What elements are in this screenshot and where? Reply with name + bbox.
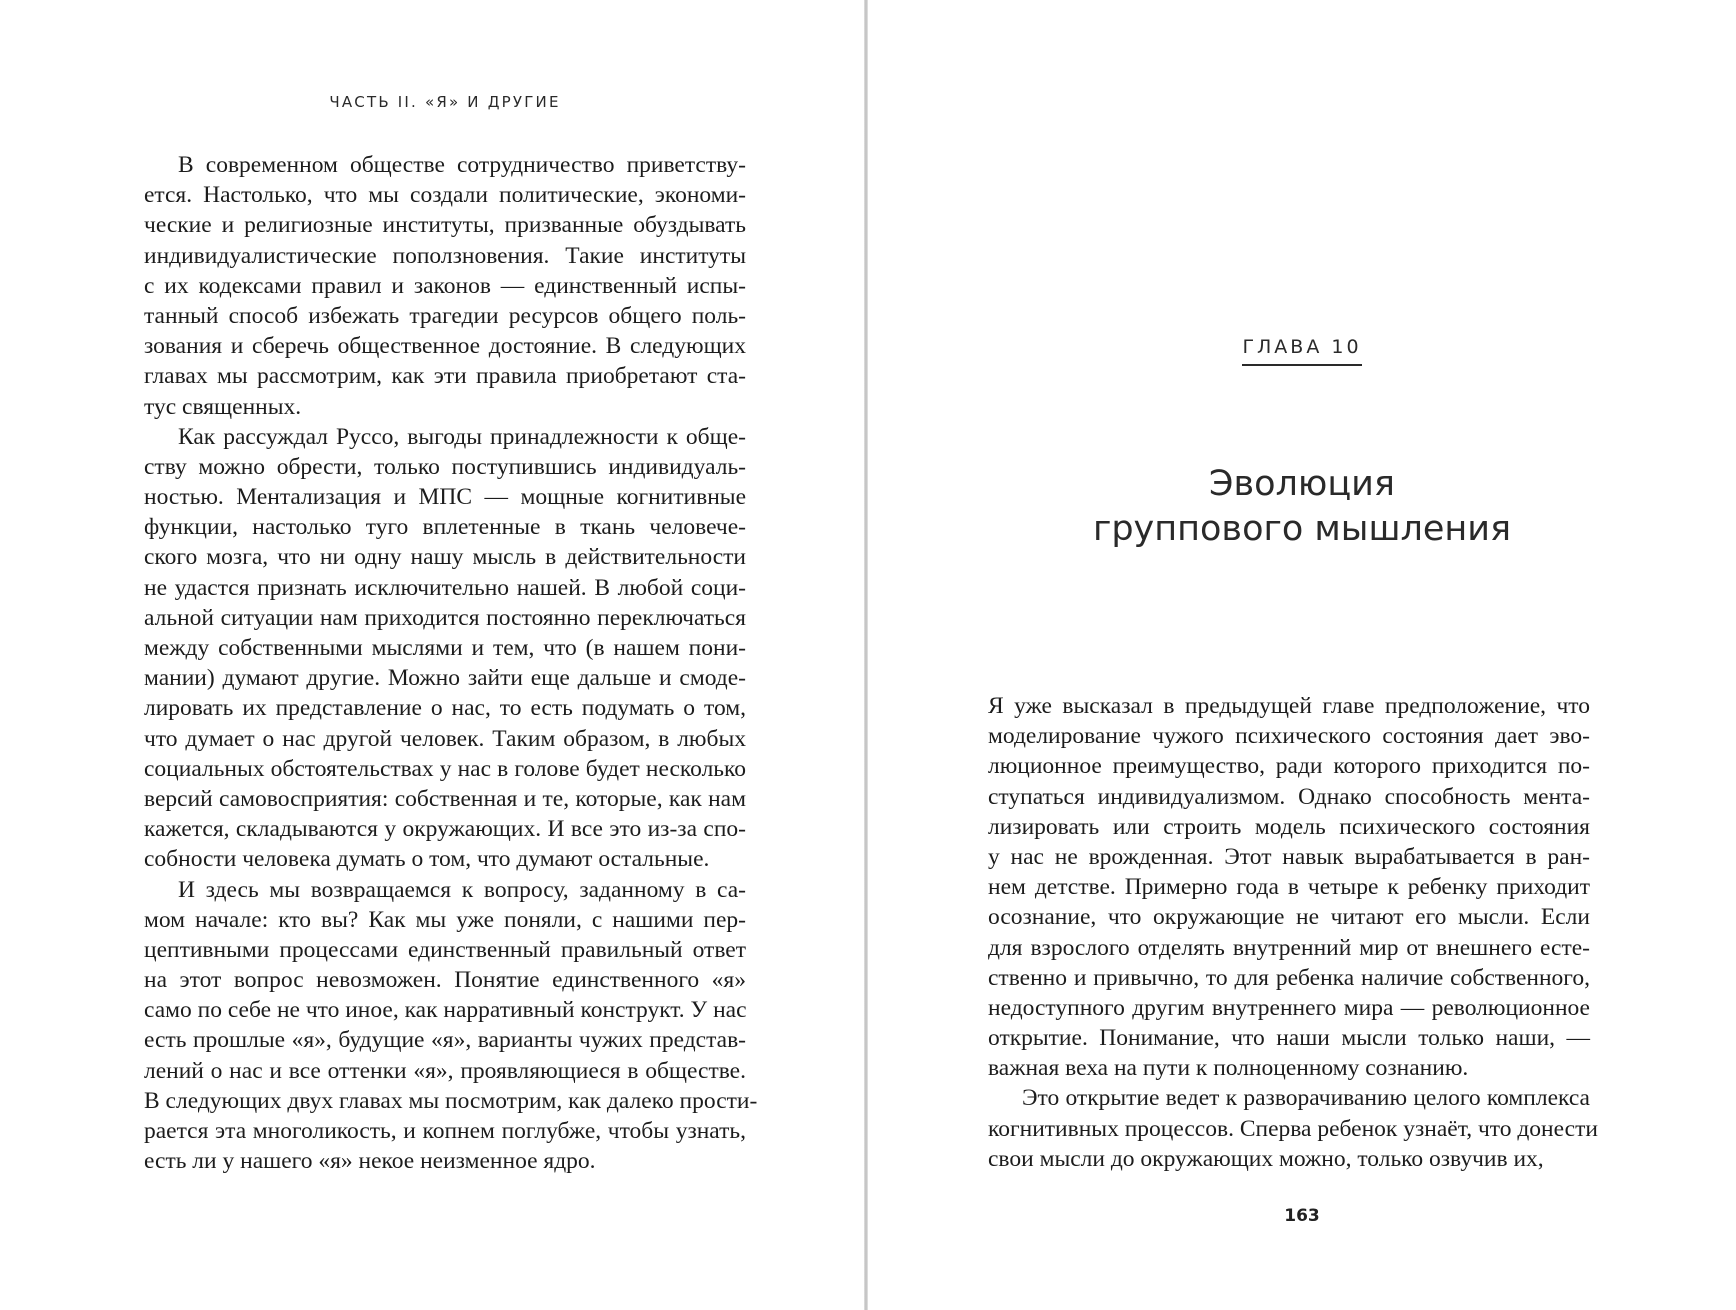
- text-line: между собственными мыслями и тем, что (в нашем пони-: [144, 635, 746, 661]
- text-line: танный способ избежать трагедии ресурсов общего поль-: [144, 302, 746, 329]
- paragraph: [988, 1083, 1598, 1174]
- text-line: с их кодексами правил и законов — единственный испы-: [144, 272, 746, 299]
- right-body-text: [988, 691, 1598, 1174]
- paragraph: [144, 422, 746, 875]
- text-line: лизировать или строить модель психического состояния: [988, 813, 1590, 840]
- text-line: открытие. Понимание, что наши мысли только наши, —: [988, 1025, 1590, 1052]
- text-line: кажется, складываются у окружающих. И все это из-за спо-: [144, 816, 746, 843]
- text-line: есть ли у нашего «я» некое неизменное ядро.: [144, 1148, 596, 1175]
- text-line: альной ситуации нам приходится постоянно переключаться: [144, 604, 746, 631]
- text-line: лений о нас и все оттенки «я», проявляющиеся в обществе.: [144, 1057, 746, 1084]
- text-line: важная веха на пути к полноценному сознанию.: [988, 1055, 1469, 1082]
- text-line: недоступного другим внутреннего мира — революционное: [988, 994, 1590, 1021]
- text-line: версий самовосприятия: собственная и те, которые, как нам: [144, 785, 746, 812]
- text-line: функции, настолько туго вплетенные в ткань человече-: [144, 514, 746, 541]
- text-line: рается эта многоликость, и копнем поглубже, чтобы узнать,: [144, 1118, 746, 1144]
- left-page: [0, 0, 865, 1310]
- text-line: что думает о нас другой человек. Таким образом, в любых: [144, 725, 746, 752]
- text-line: В следующих двух главах мы посмотрим, как далеко прости-: [144, 1087, 758, 1114]
- text-line: осознание, что окружающие не читают его мысли. Если: [988, 904, 1590, 931]
- chapter-label-text: ГЛАВА 10: [1242, 336, 1361, 366]
- text-line: социальных обстоятельствах у нас в голове будет несколько: [144, 755, 746, 782]
- text-line: свои мысли до окружающих можно, только озвучив их,: [988, 1145, 1544, 1172]
- text-line: Я уже высказал в предыдущей главе предположение, что: [988, 693, 1590, 719]
- chapter-title-line: группового мышления: [1092, 509, 1512, 549]
- text-line: ственно и привычно, то для ребенка наличие собственного,: [988, 964, 1590, 991]
- chapter-label: [868, 336, 1736, 366]
- text-line: у нас не врожденная. Этот навык вырабатывается в ран-: [988, 843, 1590, 870]
- text-line: мом начале: кто вы? Как мы уже поняли, с нашими пер-: [144, 906, 746, 933]
- text-line: ского мозга, что ни одну нашу мысль в действительности: [144, 544, 746, 571]
- text-line: моделирование чужого психического состояния дает эво-: [988, 723, 1590, 750]
- text-line: когнитивных процессов. Сперва ребенок узнаёт, что донести: [988, 1115, 1598, 1142]
- text-line: ству можно обрести, только поступившись индивидуаль-: [144, 453, 746, 480]
- text-line: люционное преимущество, ради которого приходится по-: [988, 753, 1590, 780]
- text-line: И здесь мы возвращаемся к вопросу, заданному в са-: [178, 876, 746, 903]
- left-body-text: [144, 150, 758, 1176]
- text-line: мании) думают другие. Можно зайти еще дальше и смоде-: [144, 665, 746, 692]
- text-line: собности человека думать о том, что думают остальные.: [144, 846, 710, 873]
- text-line: ческие и религиозные институты, призванные обуздывать: [144, 212, 746, 239]
- text-line: Это открытие ведет к разворачиванию целого комплекса: [1022, 1085, 1590, 1112]
- text-line: нем детстве. Примерно года в четыре к ребенку приходит: [988, 874, 1590, 901]
- text-line: цептивными процессами единственный правильный ответ: [144, 936, 746, 963]
- text-line: В современном обществе сотрудничество приветству-: [178, 152, 746, 178]
- text-line: лировать их представление о нас, то есть подумать о том,: [144, 695, 746, 722]
- text-line: ступаться индивидуализмом. Однако способность мента-: [988, 783, 1590, 810]
- right-page: [868, 0, 1736, 1310]
- text-line: тус священных.: [144, 393, 302, 420]
- paragraph: [144, 875, 758, 1177]
- text-line: индивидуалистические поползновения. Такие институты: [144, 242, 746, 269]
- paragraph: [144, 150, 746, 422]
- running-head: ЧАСТЬ II. «Я» И ДРУГИЕ: [329, 93, 561, 111]
- text-line: для взрослого отделять внутренний мир от внешнего есте-: [988, 934, 1590, 961]
- paragraph: [988, 691, 1590, 1083]
- page-number: 163: [1284, 1206, 1320, 1226]
- chapter-title-line: Эволюция: [1209, 464, 1395, 504]
- text-line: ностью. Ментализация и МПС — мощные когнитивные: [144, 484, 746, 511]
- chapter-title: [868, 462, 1736, 552]
- text-line: ется. Настолько, что мы создали политические, экономи-: [144, 182, 746, 209]
- text-line: Как рассуждал Руссо, выгоды принадлежности к обще-: [178, 423, 746, 450]
- text-line: главах мы рассмотрим, как эти правила приобретают ста-: [144, 363, 746, 390]
- text-line: зования и сберечь общественное достояние. В следующих: [144, 333, 746, 360]
- text-line: на этот вопрос невозможен. Понятие единственного «я»: [144, 967, 746, 994]
- text-line: есть прошлые «я», будущие «я», варианты чужих представ-: [144, 1027, 746, 1054]
- text-line: не удастся признать исключительно нашей. В любой соци-: [144, 574, 746, 601]
- text-line: само по себе не что иное, как нарративный конструкт. У нас: [144, 997, 747, 1024]
